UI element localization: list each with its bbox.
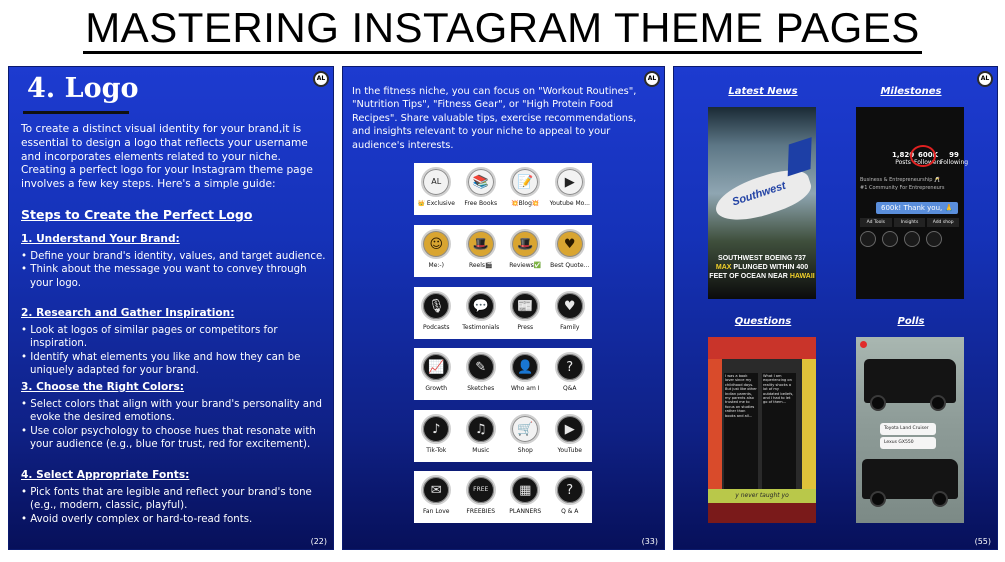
- story-header-bar: [708, 337, 816, 359]
- page-title: MASTERING INSTAGRAM THEME PAGES: [0, 0, 1005, 60]
- airplane-image: Southwest: [711, 163, 816, 229]
- step-title: 1. Understand Your Brand:: [21, 233, 180, 245]
- step-1: [21, 233, 329, 290]
- news-caption: SOUTHWEST BOEING 737 MAX PLUNGED WITHIN 400 FEET OF OCEAN NEAR HAWAII: [709, 255, 815, 280]
- highlight-label: PLANNERS: [509, 508, 542, 515]
- intro-paragraph: To create a distinct visual identity for your brand,it is essential to design a logo that reflects your username and incorporates elements related to your niche. Creating a perfect logo for your Instagram theme page involves a few key steps. Here's a simple guide:: [21, 123, 313, 191]
- latest-news-label: Latest News: [728, 86, 798, 97]
- posts-stat: 1,820 Posts: [892, 151, 915, 166]
- brand-logo-icon: AL: [644, 71, 660, 87]
- highlight-item[interactable]: [504, 291, 546, 331]
- step-4: [21, 469, 329, 526]
- pen-icon: ✎: [466, 352, 496, 382]
- reels-icon: 🎩: [466, 229, 496, 259]
- highlight-item[interactable]: [504, 475, 546, 515]
- bullet-item: • Use color psychology to choose hues that resonate with your audience (e.g., blue for trust, red for excitement).: [21, 425, 329, 452]
- highlight-label: Youtube Mo...: [549, 200, 590, 207]
- highlight-label: Family: [560, 324, 580, 331]
- highlight-label: Press: [517, 324, 534, 331]
- highlight-label: YouTube: [557, 447, 582, 454]
- highlights-panel: [342, 66, 665, 550]
- intro-paragraph: In the fitness niche, you can focus on "Workout Routines", "Nutrition Tips", "Fitness Gear", or "High Protein Food Recipes". Share valuable tips, exercise recommendations, and insights relevant to your niche to appeal to your audience's interests.: [352, 86, 637, 151]
- highlight-item[interactable]: [460, 291, 502, 331]
- poll-option-1[interactable]: Toyota Land Cruiser: [880, 423, 936, 435]
- highlight-item[interactable]: [415, 475, 457, 515]
- highlight-label: Podcasts: [423, 324, 450, 331]
- thank-you-sticker: 600k! Thank you, 🙏: [876, 202, 958, 214]
- milestones-label: Milestones: [880, 86, 942, 97]
- answer-column: What I am experiencing on reality shocks a lot of my outdated beliefs, and I had to let go of them...: [762, 373, 796, 495]
- music-icon: ♫: [466, 414, 496, 444]
- highlight-label: 👑 Exclusive: [417, 200, 455, 207]
- highlight-item[interactable]: [415, 229, 457, 269]
- highlight-row: [414, 163, 592, 215]
- highlight-label: Best Quote...: [550, 262, 590, 269]
- profile-highlights: [860, 231, 942, 247]
- bullet-item: • Pick fonts that are legible and reflect your brand's tone (e.g., modern, classic, playful).: [21, 486, 329, 513]
- ad-tools-button[interactable]: Ad Tools: [860, 218, 892, 227]
- brand-logo-icon: AL: [977, 71, 993, 87]
- highlight-label: Reels🎬: [468, 262, 493, 269]
- polls-story[interactable]: [856, 337, 964, 523]
- latest-news-story[interactable]: [708, 107, 816, 299]
- heart-icon: ♥: [555, 229, 585, 259]
- highlight-label: 💥Blog💥: [511, 200, 540, 207]
- highlight-label: Shop: [517, 447, 533, 454]
- highlight-item[interactable]: [504, 167, 546, 207]
- newspaper-icon: 📰: [510, 291, 540, 321]
- highlight-label: Music: [472, 447, 490, 454]
- add-shop-button[interactable]: Add shop: [927, 218, 959, 227]
- highlight-row: [414, 471, 592, 523]
- chat-icon: 💬: [466, 291, 496, 321]
- user-icon: 👤: [510, 352, 540, 382]
- highlight-label: Reviews✅: [509, 262, 542, 269]
- highlight-row: [414, 410, 592, 462]
- questions-label: Questions: [734, 316, 792, 327]
- bio-line: Business & Entrepreneurship 🥂: [860, 177, 941, 183]
- highlight-row: [414, 287, 592, 339]
- step-title: 4. Select Appropriate Fonts:: [21, 469, 190, 481]
- heading-underline: [23, 111, 129, 114]
- question-icon: ?: [555, 352, 585, 382]
- qa-icon: ?: [555, 475, 585, 505]
- highlight-label: Fan Love: [423, 508, 450, 515]
- followers-highlight-circle: [910, 145, 936, 167]
- questions-story[interactable]: [708, 337, 816, 523]
- highlight-label: Tik-Tok: [426, 447, 447, 454]
- face-icon: ☺: [421, 229, 451, 259]
- blog-icon: 📝: [510, 167, 540, 197]
- story-examples-panel: [673, 66, 998, 550]
- step-2: [21, 307, 329, 378]
- highlight-item[interactable]: [460, 352, 502, 392]
- following-stat: 99 Following: [940, 151, 969, 166]
- free-icon: FREE: [466, 475, 496, 505]
- highlight-item[interactable]: [460, 167, 502, 207]
- bullet-item: • Look at logos of similar pages or competitors for inspiration.: [21, 324, 329, 351]
- heart-icon: ♥: [555, 291, 585, 321]
- reviews-icon: 🎩: [510, 229, 540, 259]
- highlight-item[interactable]: [460, 475, 502, 515]
- highlight-item[interactable]: [549, 475, 591, 515]
- insights-button[interactable]: Insights: [894, 218, 926, 227]
- highlight-label: FREEBIES: [466, 508, 496, 515]
- highlight-label: Growth: [425, 385, 448, 392]
- step-3: [21, 381, 329, 452]
- highlight-label: Free Books: [464, 200, 498, 207]
- highlight-item[interactable]: [460, 414, 502, 454]
- highlight-item[interactable]: [415, 291, 457, 331]
- bullet-item: • Define your brand's identity, values, and target audience.: [21, 250, 329, 264]
- page-number: (33): [641, 537, 658, 546]
- followers-stat: 600K Followers: [914, 151, 943, 166]
- highlight-label: Who am I: [510, 385, 540, 392]
- cart-icon: 🛒: [510, 414, 540, 444]
- page-number: (55): [974, 537, 991, 546]
- record-icon: [860, 341, 867, 348]
- tiktok-icon: ♪: [421, 414, 451, 444]
- highlight-label: Me:-): [428, 262, 444, 269]
- step-title: 3. Choose the Right Colors:: [21, 381, 185, 393]
- bio-line: #1 Community For Entrepreneurs: [860, 185, 945, 191]
- bullet-item: • Avoid overly complex or hard-to-read fonts.: [21, 513, 329, 527]
- highlight-item[interactable]: [415, 167, 457, 207]
- mail-icon: ✉: [421, 475, 451, 505]
- quote-banner: y never taught yo: [708, 489, 816, 503]
- bullet-item: • Think about the message you want to convey through your logo.: [21, 263, 329, 290]
- highlight-label: Q&A: [562, 385, 577, 392]
- highlight-item[interactable]: [549, 352, 591, 392]
- highlight-item[interactable]: [504, 229, 546, 269]
- highlight-item[interactable]: [549, 291, 591, 331]
- highlight-item[interactable]: [415, 414, 457, 454]
- highlight-label: Sketches: [467, 385, 495, 392]
- page-number: (22): [310, 537, 327, 546]
- books-icon: 📚: [466, 167, 496, 197]
- step-title: 2. Research and Gather Inspiration:: [21, 307, 235, 319]
- profile-buttons: [860, 218, 959, 227]
- highlight-label: Testimonials: [462, 324, 500, 331]
- microphone-icon: 🎙: [421, 291, 451, 321]
- youtube-icon: ▶: [555, 414, 585, 444]
- highlight-item[interactable]: [504, 352, 546, 392]
- calendar-icon: ▦: [510, 475, 540, 505]
- highlight-item[interactable]: [460, 229, 502, 269]
- highlight-row: [414, 225, 592, 277]
- highlight-item[interactable]: [415, 352, 457, 392]
- brand-logo-icon: AL: [313, 71, 329, 87]
- answer-column: I was a book lover since my childhood days. But just like other Indian parents, my parents also trusted me to focus on studies rather than books and all...: [724, 373, 758, 495]
- section-heading: 4. Logo: [27, 73, 139, 104]
- logo-guide-panel: [8, 66, 334, 550]
- trend-up-icon: 📈: [421, 352, 451, 382]
- poll-option-2[interactable]: Lexus GX550: [880, 437, 936, 449]
- milestones-story[interactable]: [856, 107, 969, 299]
- highlight-label: Q & A: [561, 508, 579, 515]
- highlight-item[interactable]: [549, 414, 591, 454]
- steps-title: Steps to Create the Perfect Logo: [21, 207, 253, 222]
- youtube-icon: ▶: [555, 167, 585, 197]
- logo-icon: AL: [421, 167, 451, 197]
- highlight-item[interactable]: [504, 414, 546, 454]
- bullet-item: • Identify what elements you like and how they can be uniquely adapted for your brand.: [21, 351, 329, 378]
- highlight-item[interactable]: [549, 229, 591, 269]
- highlight-item[interactable]: [549, 167, 591, 207]
- highlight-row: [414, 348, 592, 400]
- polls-label: Polls: [897, 316, 925, 327]
- bullet-item: • Select colors that align with your brand's personality and evoke the desired emotions.: [21, 398, 329, 425]
